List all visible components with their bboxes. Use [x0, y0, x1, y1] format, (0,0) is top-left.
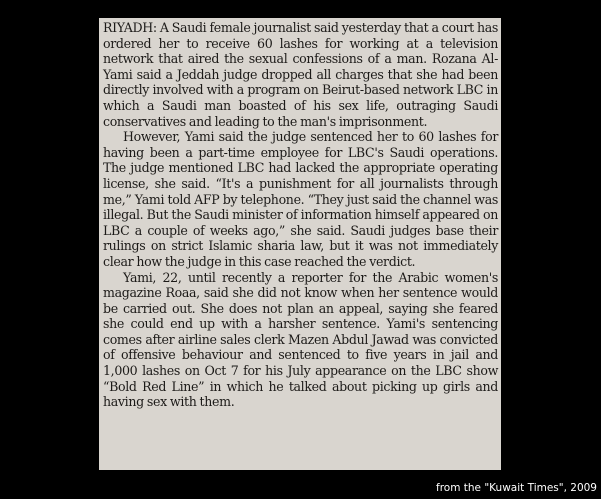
source-caption: from the "Kuwait Times", 2009: [436, 482, 597, 494]
newspaper-clipping: [99, 18, 501, 470]
article-paragraph: RIYADH: A Saudi female journalist said yesterday that a court has ordered her to receive 60 lashes for working at a television network that aired the sexual confessions of a man. Rozana Al-Yami said a Jeddah judge dropped all charges that she had been directly involved with a program on Beirut-based network LBC in which a Saudi man boasted of his sex life, outraging Saudi conservatives and leading to the man's imprisonment.: [103, 20, 498, 129]
article-paragraph: However, Yami said the judge sentenced her to 60 lashes for having been a part-time employee for LBC's Saudi operations. The judge mentioned LBC had lacked the appropriate operating license, she said. “It's a punishment for all journalists through me,” Yami told AFP by telephone. “They just said the channel was illegal. But the Saudi minister of information himself appeared on LBC a couple of weeks ago,” she said. Saudi judges base their rulings on strict Islamic sharia law, but it was not immediately clear how the judge in this case reached the verdict.: [103, 129, 498, 269]
article-paragraph: Yami, 22, until recently a reporter for the Arabic women's magazine Roaa, said she did not know when her sentence would be carried out. She does not plan an appeal, saying she feared she could end up with a harsher sentence. Yami's sentencing comes after airline sales clerk Mazen Abdul Jawad was convicted of offensive behaviour and sentenced to five years in jail and 1,000 lashes on Oct 7 for his July appearance on the LBC show “Bold Red Line” in which he talked about picking up girls and having sex with them.: [103, 269, 498, 410]
